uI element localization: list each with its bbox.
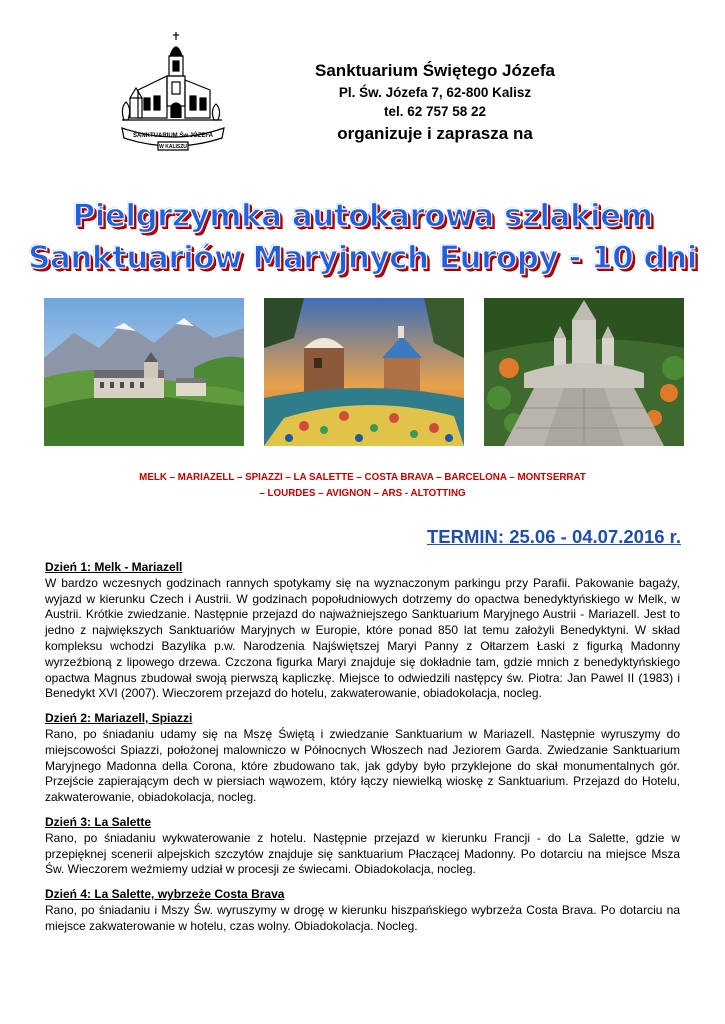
day-3-heading: Dzień 3: La Salette [45, 814, 152, 829]
pilgrimage-title [20, 195, 705, 279]
day-2-heading: Dzień 2: Mariazell, Spiazzi [45, 711, 193, 726]
route-list [60, 470, 665, 502]
photo-strip [44, 298, 684, 446]
day-2 [45, 711, 680, 806]
day-1-text: W bardzo wczesnych godzinach rannych spotykamy się na wyznaczonym parkingu przy Parafii. Pakowanie bagaży, wyjazd w kierunku Czech i Austrii. W godzinach popołudniowych dotrzemy do opactwa benedyktyńskiego w Melk, w Austrii. Krótkie zwiedzanie. Następnie przejazd do najważniejszego Sanktuarium Maryjnego Austrii - Mariazell. Jest to jedno z największych Sanktuariów Maryjnych w Europie, które ponad 850 lat temu założyli Benedyktyni. W skład kompleksu wchodzi Bazylika p.w. Narodzenia Najświętszej Maryi Panny z Ołtarzem Łaski z figurką Madonny wyrzeźbioną z lipowego drzewa. Czczona figurka Maryi znajduje się dokładnie tam, gdzie mnich z benedyktyńskiego opactwa Magnus zbudował swoją pierwszą kapliczkę. Miejsce to odwiedzili następcy św. Piotra: Jan Pawel II (1983) i Benedykt XVI (2007). Wieczorem przejazd do hotelu, zakwaterowanie, obiadokolacja, nocleg. [45, 575, 680, 701]
trip-dates: TERMIN: 25.06 - 04.07.2016 r. [427, 526, 681, 547]
organizer-address: Pl. Św. Józefa 7, 62-800 Kalisz [338, 85, 532, 100]
invitation-text: organizuje i zaprasza na [337, 124, 533, 143]
organizer-name: Sanktuarium Świętego Józefa [315, 61, 555, 80]
organizer-phone: tel. 62 757 58 22 [383, 104, 487, 119]
photo-lourdes [484, 298, 684, 446]
day-2-text: Rano, po śniadaniu udamy się na Mszę Świętą i zwiedzanie Sanktuarium w Mariazell. Następnie wyruszymy do miejscowości Spiazzi, położonej malowniczo w Północnych Włoszech nad Jeziorem Garda. Zwiedzanie Sanktuarium Maryjnego Madonna della Corona, które zbudowano tak, jak gdyby było przyklejone do skał monumentalnych gór. Przejście zapierającym dech w piersiach wąwozem, który łączy niewielką wioskę z Sanktuarium. Przejazd do Hotelu, zakwaterowanie, obiadokolacja, nocleg. [45, 726, 680, 805]
logo-banner-text: SANKTUARIUM Św JÓZEFA [132, 133, 214, 139]
title-line-1: Pielgrzymka autokarowa szlakiem [72, 198, 653, 234]
day-1 [45, 560, 680, 702]
route-line-1: MELK – MARIAZELL – SPIAZZI – LA SALETTE – COSTA BRAVA – BARCELONA – MONTSERRAT [139, 472, 586, 483]
organizer-block [270, 60, 600, 146]
day-1-heading: Dzień 1: Melk - Mariazell [45, 560, 183, 574]
photo-la-salette [44, 298, 244, 446]
sanctuary-logo [118, 28, 228, 153]
day-3-text: Rano, po śniadaniu wykwaterowanie z hotelu. Następnie przejazd w kierunku Francji - do La Salette, gdzie w przepięknej scenerii alpejskich szczytów znajduje się sanktuarium Płaczącej Madonny. Po dotarciu na miejsce Msza Św. Wieczorem weźmiemy udział w procesji ze świecami. Obiadokolacja, nocleg. [45, 830, 680, 877]
day-4-heading: Dzień 4: La Salette, wybrzeże Costa Brava [45, 887, 285, 902]
logo-banner-subtext: W KALISZU [159, 144, 187, 150]
photo-barcelona [264, 298, 464, 446]
day-4 [45, 887, 680, 934]
day-3 [45, 815, 680, 878]
day-4-text: Rano, po śniadaniu i Mszy Św. wyruszymy w drogę w kierunku hiszpańskiego wybrzeża Costa Brava. Po dotarciu na miejsce zakwaterowanie w hotelu, czas wolny. Obiadokolacja. Nocleg. [45, 902, 680, 933]
title-line-2: Sanktuariów Maryjnych Europy - 10 dni [28, 240, 697, 276]
route-line-2: – LOURDES – AVIGNON – ARS - ALTOTTING [259, 488, 466, 499]
itinerary [45, 560, 680, 944]
